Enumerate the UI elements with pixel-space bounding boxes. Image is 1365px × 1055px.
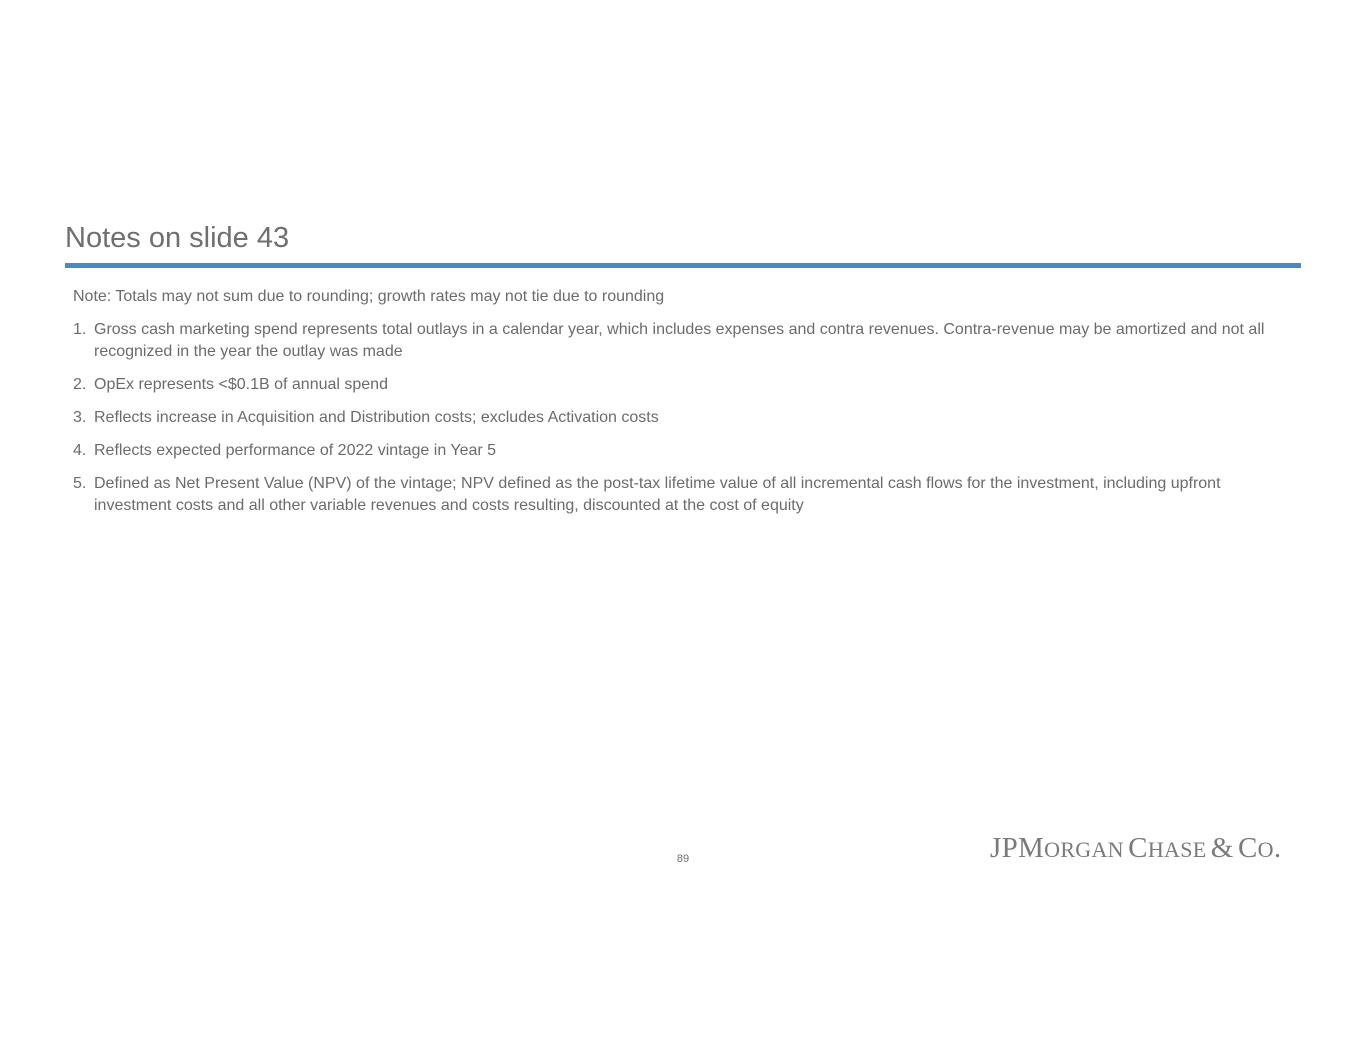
list-item <box>73 374 1295 396</box>
list-item-number: 4. <box>73 442 87 459</box>
company-logo: JPMORGAN CHASE & CO. <box>990 832 1282 864</box>
list-item-number: 2. <box>73 376 87 393</box>
title-divider <box>65 263 1301 268</box>
list-item-text: Defined as Net Present Value (NPV) of the vintage; NPV defined as the post-tax lifetime value of all incremental cash flows for the investment, including upfront investment costs and all other variable revenues and costs resulting, discounted at the cost of equity <box>94 475 1221 514</box>
list-item-text: Reflects increase in Acquisition and Distribution costs; excludes Activation costs <box>94 409 659 426</box>
page-title: Notes on slide 43 <box>65 222 290 254</box>
list-item <box>73 407 1295 429</box>
list-item-number: 3. <box>73 409 87 426</box>
list-item-text: OpEx represents <$0.1B of annual spend <box>94 376 388 393</box>
notes-list <box>73 319 1295 517</box>
list-item <box>73 319 1295 363</box>
list-item-text: Reflects expected performance of 2022 vintage in Year 5 <box>94 442 497 459</box>
list-item-number: 1. <box>73 321 87 338</box>
notes-section <box>73 286 1295 528</box>
list-item-number: 5. <box>73 475 87 492</box>
note-intro: Note: Totals may not sum due to rounding; growth rates may not tie due to rounding <box>73 288 665 305</box>
page-number: 89 <box>676 853 690 865</box>
list-item-text: Gross cash marketing spend represents total outlays in a calendar year, which includes expenses and contra revenues. Contra-revenue may be amortized and not all recognized in the year the outlay was made <box>94 321 1265 360</box>
list-item <box>73 440 1295 462</box>
list-item <box>73 473 1295 517</box>
